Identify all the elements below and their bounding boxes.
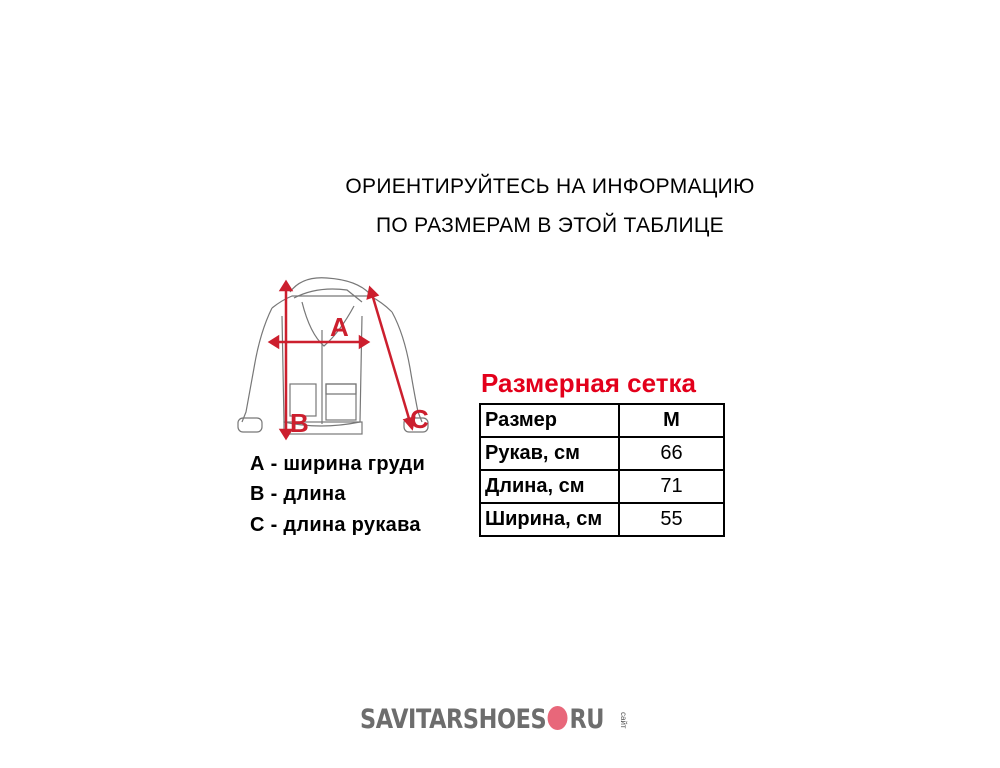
- size-chart-title: Размерная сетка: [481, 368, 696, 398]
- row-label: Рукав, см: [480, 437, 619, 470]
- label-b: B: [290, 408, 309, 438]
- table-row: [480, 503, 724, 536]
- table-header-row: [480, 404, 724, 437]
- heading-line-1: ОРИЕНТИРУЙТЕСЬ НА ИНФОРМАЦИЮ: [345, 175, 755, 198]
- label-c: C: [410, 404, 429, 434]
- logo-suffix: RU: [569, 704, 605, 735]
- heading-line-2: ПО РАЗМЕРАМ В ЭТОЙ ТАБЛИЦЕ: [376, 214, 724, 237]
- row-value: 55: [619, 503, 724, 536]
- table-row: [480, 437, 724, 470]
- row-value: 71: [619, 470, 724, 503]
- legend-chest-width: А - ширина груди: [250, 453, 426, 475]
- jacket-outline-icon: [238, 278, 428, 434]
- site-logo[interactable]: [360, 704, 604, 735]
- label-a: A: [330, 312, 349, 342]
- logo-rose-icon: [548, 706, 568, 730]
- jacket-diagram: [232, 272, 442, 447]
- logo-name: SAVITARSHOES: [360, 704, 547, 735]
- table-row: [480, 470, 724, 503]
- logo-small-text: сайт: [619, 712, 628, 729]
- legend-length: В - длина: [250, 483, 346, 505]
- legend-sleeve-length: С - длина рукава: [250, 514, 421, 536]
- header-size: M: [619, 404, 724, 437]
- row-label: Длина, см: [480, 470, 619, 503]
- size-table: [479, 403, 725, 537]
- row-value: 66: [619, 437, 724, 470]
- header-label: Размер: [480, 404, 619, 437]
- row-label: Ширина, см: [480, 503, 619, 536]
